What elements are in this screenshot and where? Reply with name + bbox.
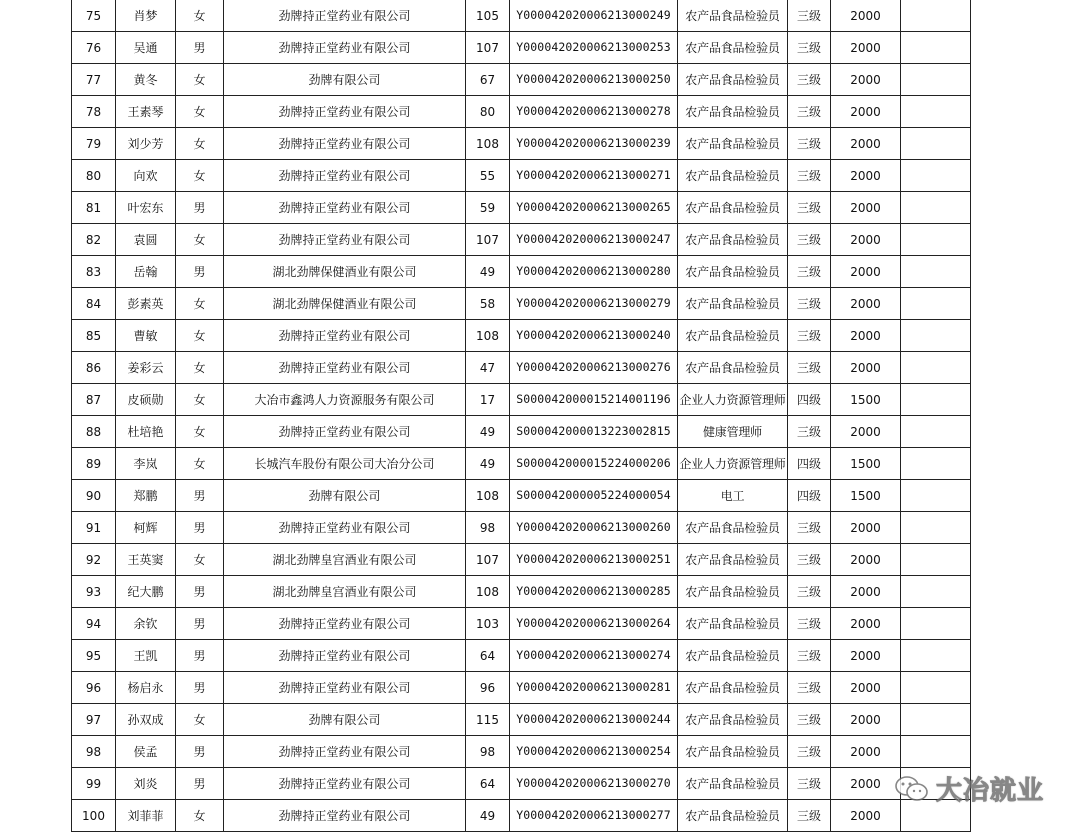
gender-cell: 女 bbox=[176, 704, 224, 736]
occupation-cell: 企业人力资源管理师 bbox=[678, 384, 788, 416]
remark-cell bbox=[901, 448, 971, 480]
gender-cell: 女 bbox=[176, 544, 224, 576]
gender-cell: 男 bbox=[176, 736, 224, 768]
level-cell: 三级 bbox=[788, 544, 831, 576]
row-number-cell: 88 bbox=[72, 416, 116, 448]
table-row bbox=[72, 384, 971, 416]
hours-cell: 49 bbox=[466, 800, 510, 832]
level-cell: 四级 bbox=[788, 448, 831, 480]
table-row bbox=[72, 672, 971, 704]
row-number-cell: 79 bbox=[72, 128, 116, 160]
occupation-cell: 农产品食品检验员 bbox=[678, 320, 788, 352]
remark-cell bbox=[901, 96, 971, 128]
table-row bbox=[72, 32, 971, 64]
gender-cell: 男 bbox=[176, 608, 224, 640]
amount-cell: 2000 bbox=[831, 416, 901, 448]
company-cell: 劲牌持正堂药业有限公司 bbox=[224, 512, 466, 544]
amount-cell: 2000 bbox=[831, 320, 901, 352]
certificate-number-cell: Y000042020006213000271 bbox=[510, 160, 678, 192]
remark-cell bbox=[901, 384, 971, 416]
certificate-number-cell: Y000042020006213000247 bbox=[510, 224, 678, 256]
name-cell: 刘炎 bbox=[116, 768, 176, 800]
row-number-cell: 91 bbox=[72, 512, 116, 544]
level-cell: 三级 bbox=[788, 512, 831, 544]
amount-cell: 2000 bbox=[831, 256, 901, 288]
gender-cell: 女 bbox=[176, 64, 224, 96]
company-cell: 劲牌持正堂药业有限公司 bbox=[224, 768, 466, 800]
certificate-number-cell: Y000042020006213000285 bbox=[510, 576, 678, 608]
gender-cell: 男 bbox=[176, 512, 224, 544]
occupation-cell: 农产品食品检验员 bbox=[678, 288, 788, 320]
level-cell: 三级 bbox=[788, 160, 831, 192]
name-cell: 刘少芳 bbox=[116, 128, 176, 160]
table-row bbox=[72, 192, 971, 224]
certificate-number-cell: Y000042020006213000281 bbox=[510, 672, 678, 704]
row-number-cell: 94 bbox=[72, 608, 116, 640]
gender-cell: 女 bbox=[176, 288, 224, 320]
hours-cell: 98 bbox=[466, 736, 510, 768]
table-row bbox=[72, 320, 971, 352]
remark-cell bbox=[901, 576, 971, 608]
company-cell: 劲牌有限公司 bbox=[224, 64, 466, 96]
amount-cell: 2000 bbox=[831, 160, 901, 192]
company-cell: 湖北劲牌皇宫酒业有限公司 bbox=[224, 544, 466, 576]
name-cell: 向欢 bbox=[116, 160, 176, 192]
name-cell: 柯辉 bbox=[116, 512, 176, 544]
gender-cell: 男 bbox=[176, 672, 224, 704]
level-cell: 三级 bbox=[788, 128, 831, 160]
remark-cell bbox=[901, 0, 971, 32]
hours-cell: 96 bbox=[466, 672, 510, 704]
remark-cell bbox=[901, 640, 971, 672]
hours-cell: 49 bbox=[466, 416, 510, 448]
company-cell: 劲牌持正堂药业有限公司 bbox=[224, 0, 466, 32]
amount-cell: 2000 bbox=[831, 0, 901, 32]
remark-cell bbox=[901, 32, 971, 64]
row-number-cell: 85 bbox=[72, 320, 116, 352]
company-cell: 劲牌持正堂药业有限公司 bbox=[224, 224, 466, 256]
hours-cell: 80 bbox=[466, 96, 510, 128]
occupation-cell: 农产品食品检验员 bbox=[678, 576, 788, 608]
certificate-number-cell: S000042000015214001196 bbox=[510, 384, 678, 416]
gender-cell: 女 bbox=[176, 96, 224, 128]
certificate-number-cell: Y000042020006213000240 bbox=[510, 320, 678, 352]
level-cell: 三级 bbox=[788, 416, 831, 448]
name-cell: 岳翰 bbox=[116, 256, 176, 288]
company-cell: 长城汽车股份有限公司大冶分公司 bbox=[224, 448, 466, 480]
amount-cell: 2000 bbox=[831, 768, 901, 800]
gender-cell: 女 bbox=[176, 416, 224, 448]
occupation-cell: 农产品食品检验员 bbox=[678, 800, 788, 832]
table-body bbox=[72, 0, 971, 832]
row-number-cell: 98 bbox=[72, 736, 116, 768]
table-row bbox=[72, 256, 971, 288]
row-number-cell: 95 bbox=[72, 640, 116, 672]
level-cell: 三级 bbox=[788, 640, 831, 672]
row-number-cell: 80 bbox=[72, 160, 116, 192]
table-row bbox=[72, 608, 971, 640]
table-row bbox=[72, 64, 971, 96]
row-number-cell: 86 bbox=[72, 352, 116, 384]
hours-cell: 107 bbox=[466, 544, 510, 576]
amount-cell: 1500 bbox=[831, 384, 901, 416]
level-cell: 三级 bbox=[788, 256, 831, 288]
amount-cell: 2000 bbox=[831, 576, 901, 608]
hours-cell: 107 bbox=[466, 224, 510, 256]
amount-cell: 2000 bbox=[831, 288, 901, 320]
amount-cell: 2000 bbox=[831, 192, 901, 224]
amount-cell: 2000 bbox=[831, 640, 901, 672]
amount-cell: 2000 bbox=[831, 128, 901, 160]
table-row bbox=[72, 224, 971, 256]
certificate-number-cell: Y000042020006213000274 bbox=[510, 640, 678, 672]
remark-cell bbox=[901, 320, 971, 352]
certificate-number-cell: Y000042020006213000264 bbox=[510, 608, 678, 640]
certificate-number-cell: Y000042020006213000253 bbox=[510, 32, 678, 64]
level-cell: 三级 bbox=[788, 704, 831, 736]
remark-cell bbox=[901, 800, 971, 832]
gender-cell: 女 bbox=[176, 224, 224, 256]
name-cell: 彭素英 bbox=[116, 288, 176, 320]
level-cell: 三级 bbox=[788, 288, 831, 320]
remark-cell bbox=[901, 544, 971, 576]
level-cell: 三级 bbox=[788, 32, 831, 64]
company-cell: 湖北劲牌皇宫酒业有限公司 bbox=[224, 576, 466, 608]
table-row bbox=[72, 96, 971, 128]
name-cell: 侯孟 bbox=[116, 736, 176, 768]
table-row bbox=[72, 128, 971, 160]
amount-cell: 2000 bbox=[831, 352, 901, 384]
certificate-number-cell: Y000042020006213000278 bbox=[510, 96, 678, 128]
hours-cell: 103 bbox=[466, 608, 510, 640]
company-cell: 劲牌持正堂药业有限公司 bbox=[224, 800, 466, 832]
company-cell: 劲牌持正堂药业有限公司 bbox=[224, 128, 466, 160]
gender-cell: 男 bbox=[176, 480, 224, 512]
row-number-cell: 82 bbox=[72, 224, 116, 256]
occupation-cell: 农产品食品检验员 bbox=[678, 64, 788, 96]
gender-cell: 女 bbox=[176, 384, 224, 416]
amount-cell: 2000 bbox=[831, 704, 901, 736]
amount-cell: 2000 bbox=[831, 608, 901, 640]
table-row bbox=[72, 416, 971, 448]
table-row bbox=[72, 736, 971, 768]
name-cell: 袁圆 bbox=[116, 224, 176, 256]
amount-cell: 2000 bbox=[831, 32, 901, 64]
amount-cell: 2000 bbox=[831, 672, 901, 704]
name-cell: 皮硕勋 bbox=[116, 384, 176, 416]
table-row bbox=[72, 576, 971, 608]
name-cell: 王素琴 bbox=[116, 96, 176, 128]
certificate-number-cell: S000042000015224000206 bbox=[510, 448, 678, 480]
name-cell: 王英窦 bbox=[116, 544, 176, 576]
row-number-cell: 97 bbox=[72, 704, 116, 736]
hours-cell: 49 bbox=[466, 448, 510, 480]
company-cell: 湖北劲牌保健酒业有限公司 bbox=[224, 256, 466, 288]
row-number-cell: 96 bbox=[72, 672, 116, 704]
table-row bbox=[72, 448, 971, 480]
certificate-number-cell: S000042000005224000054 bbox=[510, 480, 678, 512]
table-row bbox=[72, 512, 971, 544]
level-cell: 三级 bbox=[788, 352, 831, 384]
occupation-cell: 农产品食品检验员 bbox=[678, 256, 788, 288]
certificate-number-cell: Y000042020006213000280 bbox=[510, 256, 678, 288]
amount-cell: 2000 bbox=[831, 64, 901, 96]
hours-cell: 59 bbox=[466, 192, 510, 224]
occupation-cell: 农产品食品检验员 bbox=[678, 160, 788, 192]
hours-cell: 115 bbox=[466, 704, 510, 736]
row-number-cell: 100 bbox=[72, 800, 116, 832]
table-row bbox=[72, 480, 971, 512]
row-number-cell: 81 bbox=[72, 192, 116, 224]
table-row bbox=[72, 704, 971, 736]
remark-cell bbox=[901, 64, 971, 96]
certificate-number-cell: Y000042020006213000270 bbox=[510, 768, 678, 800]
occupation-cell: 农产品食品检验员 bbox=[678, 192, 788, 224]
occupation-cell: 农产品食品检验员 bbox=[678, 736, 788, 768]
table-row bbox=[72, 800, 971, 832]
remark-cell bbox=[901, 160, 971, 192]
occupation-cell: 企业人力资源管理师 bbox=[678, 448, 788, 480]
level-cell: 三级 bbox=[788, 96, 831, 128]
amount-cell: 2000 bbox=[831, 224, 901, 256]
table-row bbox=[72, 0, 971, 32]
occupation-cell: 农产品食品检验员 bbox=[678, 608, 788, 640]
remark-cell bbox=[901, 672, 971, 704]
level-cell: 三级 bbox=[788, 320, 831, 352]
row-number-cell: 75 bbox=[72, 0, 116, 32]
occupation-cell: 农产品食品检验员 bbox=[678, 0, 788, 32]
amount-cell: 1500 bbox=[831, 480, 901, 512]
certificate-number-cell: Y000042020006213000239 bbox=[510, 128, 678, 160]
certificate-number-cell: Y000042020006213000277 bbox=[510, 800, 678, 832]
certificate-number-cell: Y000042020006213000251 bbox=[510, 544, 678, 576]
company-cell: 劲牌有限公司 bbox=[224, 704, 466, 736]
name-cell: 吴通 bbox=[116, 32, 176, 64]
level-cell: 三级 bbox=[788, 768, 831, 800]
name-cell: 刘菲菲 bbox=[116, 800, 176, 832]
amount-cell: 2000 bbox=[831, 736, 901, 768]
row-number-cell: 76 bbox=[72, 32, 116, 64]
remark-cell bbox=[901, 768, 971, 800]
amount-cell: 2000 bbox=[831, 96, 901, 128]
hours-cell: 64 bbox=[466, 768, 510, 800]
occupation-cell: 农产品食品检验员 bbox=[678, 544, 788, 576]
row-number-cell: 83 bbox=[72, 256, 116, 288]
company-cell: 劲牌持正堂药业有限公司 bbox=[224, 672, 466, 704]
row-number-cell: 99 bbox=[72, 768, 116, 800]
hours-cell: 108 bbox=[466, 320, 510, 352]
name-cell: 叶宏东 bbox=[116, 192, 176, 224]
hours-cell: 55 bbox=[466, 160, 510, 192]
company-cell: 劲牌有限公司 bbox=[224, 480, 466, 512]
certificate-number-cell: Y000042020006213000279 bbox=[510, 288, 678, 320]
name-cell: 李岚 bbox=[116, 448, 176, 480]
hours-cell: 107 bbox=[466, 32, 510, 64]
amount-cell: 2000 bbox=[831, 800, 901, 832]
company-cell: 劲牌持正堂药业有限公司 bbox=[224, 608, 466, 640]
level-cell: 三级 bbox=[788, 0, 831, 32]
company-cell: 劲牌持正堂药业有限公司 bbox=[224, 320, 466, 352]
company-cell: 劲牌持正堂药业有限公司 bbox=[224, 96, 466, 128]
table-row bbox=[72, 160, 971, 192]
name-cell: 黄冬 bbox=[116, 64, 176, 96]
name-cell: 余钦 bbox=[116, 608, 176, 640]
level-cell: 三级 bbox=[788, 800, 831, 832]
company-cell: 劲牌持正堂药业有限公司 bbox=[224, 640, 466, 672]
table-row bbox=[72, 352, 971, 384]
hours-cell: 105 bbox=[466, 0, 510, 32]
company-cell: 劲牌持正堂药业有限公司 bbox=[224, 192, 466, 224]
company-cell: 大冶市鑫鸿人力资源服务有限公司 bbox=[224, 384, 466, 416]
gender-cell: 男 bbox=[176, 768, 224, 800]
certificate-number-cell: Y000042020006213000260 bbox=[510, 512, 678, 544]
remark-cell bbox=[901, 352, 971, 384]
watermark-text: 大冶就业 bbox=[935, 776, 1044, 806]
level-cell: 三级 bbox=[788, 736, 831, 768]
certificate-number-cell: Y000042020006213000249 bbox=[510, 0, 678, 32]
remark-cell bbox=[901, 704, 971, 736]
table-row bbox=[72, 544, 971, 576]
level-cell: 三级 bbox=[788, 64, 831, 96]
gender-cell: 男 bbox=[176, 256, 224, 288]
table-row bbox=[72, 768, 971, 800]
occupation-cell: 农产品食品检验员 bbox=[678, 224, 788, 256]
gender-cell: 男 bbox=[176, 32, 224, 64]
gender-cell: 女 bbox=[176, 128, 224, 160]
occupation-cell: 农产品食品检验员 bbox=[678, 768, 788, 800]
remark-cell bbox=[901, 608, 971, 640]
hours-cell: 17 bbox=[466, 384, 510, 416]
occupation-cell: 农产品食品检验员 bbox=[678, 128, 788, 160]
occupation-cell: 农产品食品检验员 bbox=[678, 704, 788, 736]
company-cell: 劲牌持正堂药业有限公司 bbox=[224, 32, 466, 64]
remark-cell bbox=[901, 192, 971, 224]
hours-cell: 67 bbox=[466, 64, 510, 96]
amount-cell: 2000 bbox=[831, 512, 901, 544]
row-number-cell: 93 bbox=[72, 576, 116, 608]
remark-cell bbox=[901, 224, 971, 256]
hours-cell: 98 bbox=[466, 512, 510, 544]
certificate-number-cell: Y000042020006213000250 bbox=[510, 64, 678, 96]
hours-cell: 64 bbox=[466, 640, 510, 672]
gender-cell: 男 bbox=[176, 640, 224, 672]
name-cell: 肖梦 bbox=[116, 0, 176, 32]
remark-cell bbox=[901, 416, 971, 448]
level-cell: 三级 bbox=[788, 672, 831, 704]
company-cell: 劲牌持正堂药业有限公司 bbox=[224, 160, 466, 192]
company-cell: 劲牌持正堂药业有限公司 bbox=[224, 736, 466, 768]
certificate-number-cell: Y000042020006213000276 bbox=[510, 352, 678, 384]
level-cell: 三级 bbox=[788, 224, 831, 256]
gender-cell: 女 bbox=[176, 800, 224, 832]
gender-cell: 女 bbox=[176, 320, 224, 352]
gender-cell: 男 bbox=[176, 576, 224, 608]
hours-cell: 108 bbox=[466, 128, 510, 160]
company-cell: 劲牌持正堂药业有限公司 bbox=[224, 416, 466, 448]
hours-cell: 58 bbox=[466, 288, 510, 320]
certificate-number-cell: Y000042020006213000254 bbox=[510, 736, 678, 768]
gender-cell: 男 bbox=[176, 192, 224, 224]
remark-cell bbox=[901, 512, 971, 544]
remark-cell bbox=[901, 128, 971, 160]
table-row bbox=[72, 640, 971, 672]
hours-cell: 108 bbox=[466, 480, 510, 512]
occupation-cell: 农产品食品检验员 bbox=[678, 640, 788, 672]
certificate-number-cell: Y000042020006213000244 bbox=[510, 704, 678, 736]
remark-cell bbox=[901, 288, 971, 320]
remark-cell bbox=[901, 256, 971, 288]
row-number-cell: 92 bbox=[72, 544, 116, 576]
name-cell: 姜彩云 bbox=[116, 352, 176, 384]
level-cell: 四级 bbox=[788, 384, 831, 416]
company-cell: 湖北劲牌保健酒业有限公司 bbox=[224, 288, 466, 320]
level-cell: 三级 bbox=[788, 192, 831, 224]
company-cell: 劲牌持正堂药业有限公司 bbox=[224, 352, 466, 384]
amount-cell: 1500 bbox=[831, 448, 901, 480]
occupation-cell: 农产品食品检验员 bbox=[678, 512, 788, 544]
occupation-cell: 农产品食品检验员 bbox=[678, 32, 788, 64]
name-cell: 王凯 bbox=[116, 640, 176, 672]
gender-cell: 女 bbox=[176, 160, 224, 192]
occupation-cell: 电工 bbox=[678, 480, 788, 512]
row-number-cell: 77 bbox=[72, 64, 116, 96]
name-cell: 曹敏 bbox=[116, 320, 176, 352]
certificate-number-cell: S000042000013223002815 bbox=[510, 416, 678, 448]
amount-cell: 2000 bbox=[831, 544, 901, 576]
row-number-cell: 90 bbox=[72, 480, 116, 512]
hours-cell: 47 bbox=[466, 352, 510, 384]
occupation-cell: 农产品食品检验员 bbox=[678, 96, 788, 128]
name-cell: 纪大鹏 bbox=[116, 576, 176, 608]
gender-cell: 女 bbox=[176, 0, 224, 32]
certificate-number-cell: Y000042020006213000265 bbox=[510, 192, 678, 224]
occupation-cell: 农产品食品检验员 bbox=[678, 352, 788, 384]
gender-cell: 女 bbox=[176, 352, 224, 384]
name-cell: 杨启永 bbox=[116, 672, 176, 704]
name-cell: 杜培艳 bbox=[116, 416, 176, 448]
subsidy-table bbox=[71, 0, 971, 832]
name-cell: 孙双成 bbox=[116, 704, 176, 736]
hours-cell: 49 bbox=[466, 256, 510, 288]
level-cell: 三级 bbox=[788, 576, 831, 608]
occupation-cell: 健康管理师 bbox=[678, 416, 788, 448]
remark-cell bbox=[901, 480, 971, 512]
gender-cell: 女 bbox=[176, 448, 224, 480]
row-number-cell: 78 bbox=[72, 96, 116, 128]
level-cell: 四级 bbox=[788, 480, 831, 512]
row-number-cell: 84 bbox=[72, 288, 116, 320]
row-number-cell: 87 bbox=[72, 384, 116, 416]
row-number-cell: 89 bbox=[72, 448, 116, 480]
name-cell: 郑鹏 bbox=[116, 480, 176, 512]
remark-cell bbox=[901, 736, 971, 768]
occupation-cell: 农产品食品检验员 bbox=[678, 672, 788, 704]
level-cell: 三级 bbox=[788, 608, 831, 640]
hours-cell: 108 bbox=[466, 576, 510, 608]
table-row bbox=[72, 288, 971, 320]
